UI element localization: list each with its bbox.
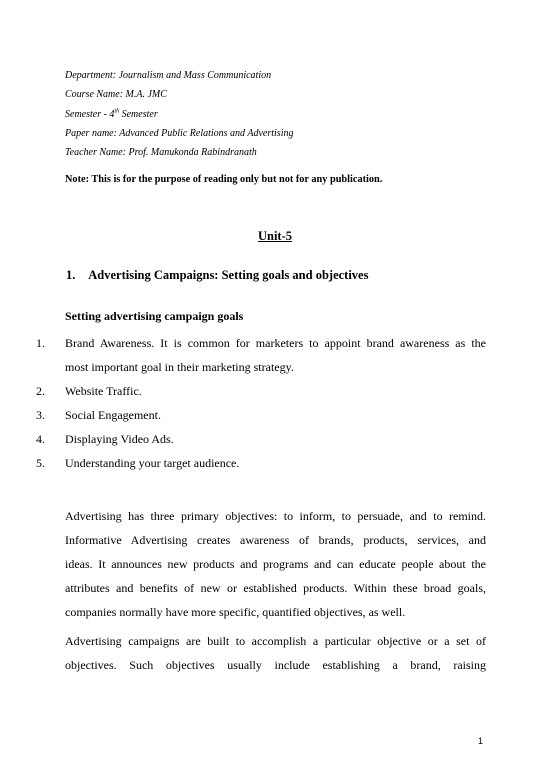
teacher-line: Teacher Name: Prof. Manukonda Rabindranath xyxy=(65,147,257,159)
paragraph-line: ideas. It announces new products and programs and can educate people about the xyxy=(65,557,486,571)
course-line: Course Name: M.A. JMC xyxy=(65,89,167,101)
paragraph-line: companies normally have more specific, quantified objectives, as well. xyxy=(65,605,406,619)
unit-title: Unit-5 xyxy=(257,229,293,243)
list-item-number: 2. xyxy=(36,384,45,398)
list-item-number: 4. xyxy=(36,432,45,446)
semester-ordinal: th xyxy=(114,108,120,115)
list-item-number: 3. xyxy=(36,408,45,422)
list-item-number: 5. xyxy=(36,456,45,470)
subheading: Setting advertising campaign goals xyxy=(65,309,244,323)
semester-suffix: Semester xyxy=(119,108,158,120)
paragraph-line: objectives. Such objectives usually include establishing a brand, raising xyxy=(65,658,486,672)
list-item-text: Social Engagement. xyxy=(65,408,161,422)
list-item-number: 1. xyxy=(36,336,45,350)
list-item-text: Brand Awareness. It is common for marketers to appoint brand awareness as the most important goal in their marketing strategy. xyxy=(65,336,486,374)
section-heading xyxy=(66,268,368,283)
publication-note: Note: This is for the purpose of reading only but not for any publication. xyxy=(65,174,383,185)
course-info-block xyxy=(65,66,293,162)
list-item xyxy=(36,379,486,403)
goals-list xyxy=(36,331,486,475)
semester-prefix: Semester - 4 xyxy=(65,108,115,120)
list-item-text: Website Traffic. xyxy=(65,384,142,398)
paragraph-campaigns xyxy=(65,629,486,677)
paragraph-objectives xyxy=(65,504,486,624)
list-item-text: Understanding your target audience. xyxy=(65,456,240,470)
page-number: 1 xyxy=(478,736,484,746)
department-line: Department: Journalism and Mass Communication xyxy=(65,70,272,81)
list-item-text: Displaying Video Ads. xyxy=(65,432,174,446)
section-title: Advertising Campaigns: Setting goals and objectives xyxy=(88,268,369,282)
section-number: 1. xyxy=(66,268,76,282)
paragraph-line: attributes and benefits of new or established products. Within these broad goals, xyxy=(65,581,486,595)
list-item xyxy=(36,331,486,379)
paper-line: Paper name: Advanced Public Relations and Advertising xyxy=(65,127,294,139)
list-item xyxy=(36,427,486,451)
paragraph-line: Advertising campaigns are built to accomplish a particular objective or a set of xyxy=(65,634,486,648)
paragraph-line: Advertising has three primary objectives: to inform, to persuade, and to remind. xyxy=(65,509,486,523)
paragraph-line: Informative Advertising creates awareness of brands, products, services, and xyxy=(65,533,486,547)
list-item xyxy=(36,403,486,427)
list-item xyxy=(36,451,486,475)
semester-line xyxy=(65,105,293,124)
